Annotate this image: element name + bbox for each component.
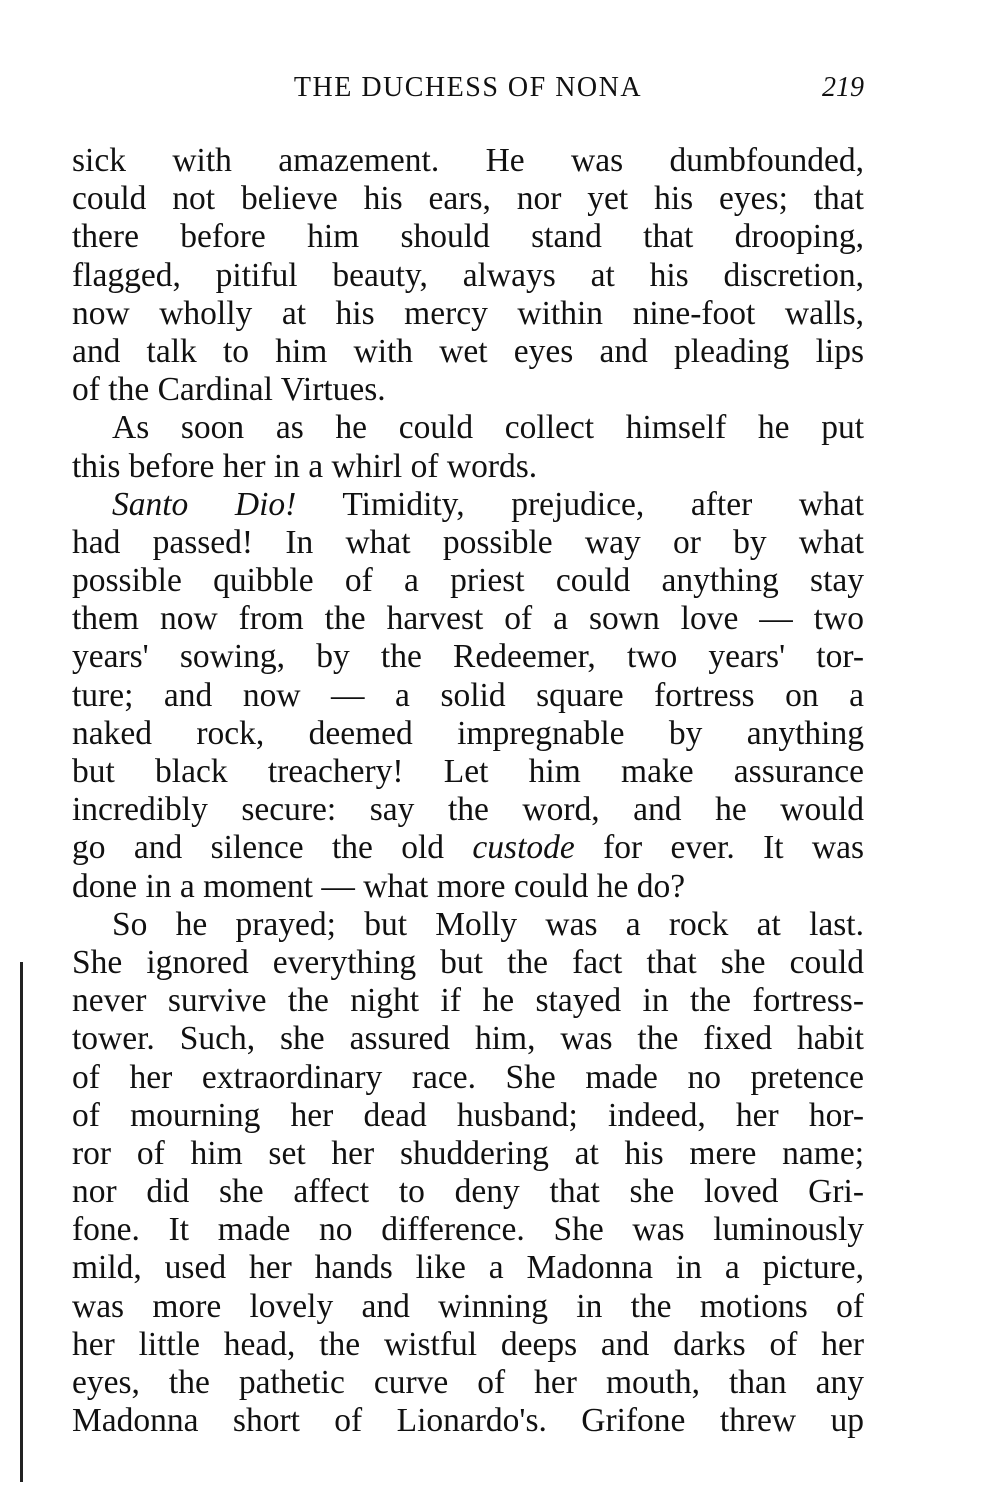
text-line bbox=[72, 486, 864, 524]
text-line: ror of him set her shuddering at his mere name; bbox=[72, 1134, 864, 1172]
text-line: of the Cardinal Virtues. bbox=[72, 371, 386, 409]
text-line: incredibly secure: say the word, and he would bbox=[72, 791, 864, 829]
text-line: and talk to him with wet eyes and pleading lips bbox=[72, 332, 864, 370]
page-number: 219 bbox=[822, 72, 864, 103]
text-line: eyes, the pathetic curve of her mouth, than any bbox=[72, 1364, 864, 1401]
text-line: As soon as he could collect himself he put bbox=[112, 409, 864, 447]
text-line: was more lovely and winning in the motions of bbox=[72, 1287, 864, 1325]
text-line: this before her in a whirl of words. bbox=[72, 447, 538, 485]
text-line bbox=[72, 829, 864, 867]
text-fragment: for ever. It was bbox=[574, 829, 864, 867]
text-line: could not believe his ears, nor yet his eyes; that bbox=[72, 180, 864, 218]
text-line: tower. Such, she assured him, was the fixed habit bbox=[72, 1020, 864, 1058]
text-line: nor did she affect to deny that she loved Gri- bbox=[72, 1173, 864, 1211]
body-text bbox=[72, 142, 864, 1440]
text-line: had passed! In what possible way or by what bbox=[72, 523, 864, 561]
text-line: naked rock, deemed impregnable by anything bbox=[72, 714, 864, 752]
text-line: done in a moment — what more could he do? bbox=[72, 867, 686, 905]
text-line: possible quibble of a priest could anything stay bbox=[72, 562, 864, 600]
text-line: So he prayed; but Molly was a rock at last. bbox=[112, 905, 864, 943]
text-line: mild, used her hands like a Madonna in a picture, bbox=[72, 1249, 864, 1287]
text-line: never survive the night if he stayed in the fortress- bbox=[72, 982, 864, 1020]
text-line: of mourning her dead husband; indeed, her hor- bbox=[72, 1096, 864, 1134]
italic-word: custode bbox=[472, 829, 575, 867]
text-line: of her extraordinary race. She made no pretence bbox=[72, 1058, 864, 1096]
text-line: sick with amazement. He was dumbfounded, bbox=[72, 142, 864, 179]
margin-rule bbox=[20, 962, 23, 1482]
text-line: them now from the harvest of a sown love — two bbox=[72, 600, 864, 638]
text-line: She ignored everything but the fact that she could bbox=[72, 943, 864, 981]
text-line: but black treachery! Let him make assurance bbox=[72, 753, 864, 790]
text-line: her little head, the wistful deeps and darks of her bbox=[72, 1325, 864, 1363]
italic-phrase: Santo Dio! bbox=[112, 485, 297, 523]
text-line: flagged, pitiful beauty, always at his discretion, bbox=[72, 256, 864, 294]
text-fragment: go and silence the old bbox=[72, 829, 473, 867]
running-head bbox=[72, 72, 864, 106]
text-line: Madonna short of Lionardo's. Grifone threw up bbox=[72, 1402, 864, 1440]
text-line: there before him should stand that drooping, bbox=[72, 218, 864, 256]
text-line: now wholly at his mercy within nine-foot walls, bbox=[72, 294, 864, 332]
text-line: years' sowing, by the Redeemer, two years' tor- bbox=[72, 638, 864, 676]
text-fragment: Timidity, prejudice, after what bbox=[296, 485, 864, 523]
text-line: ture; and now — a solid square fortress on a bbox=[72, 676, 864, 714]
running-title: THE DUCHESS OF NONA bbox=[293, 72, 643, 103]
text-line: fone. It made no difference. She was luminously bbox=[72, 1211, 864, 1249]
